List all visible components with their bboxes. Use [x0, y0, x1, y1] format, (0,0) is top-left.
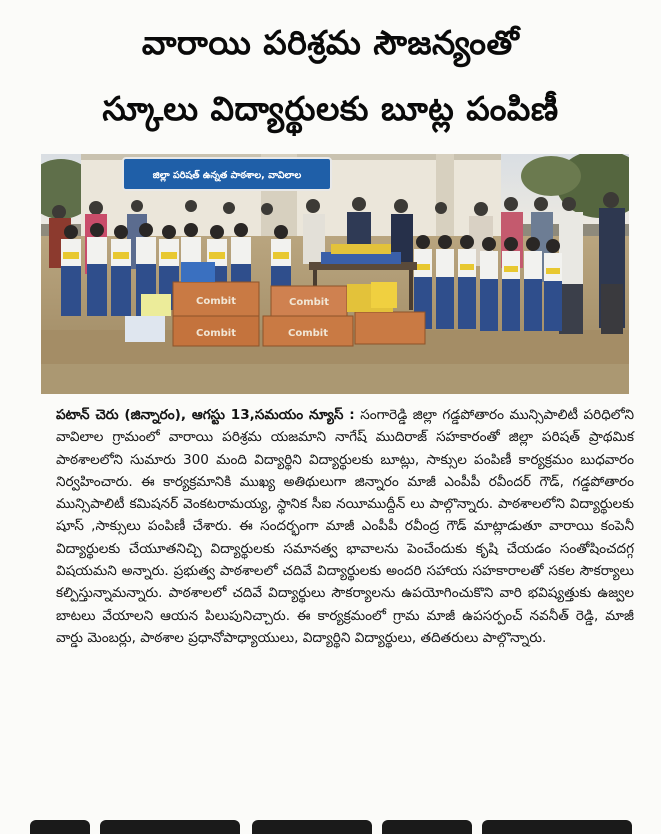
headline-line-1: వారాయి పరిశ్రమ సౌజన్యంతో [141, 23, 520, 62]
carton-label-4: Combit [288, 328, 328, 339]
carton-label-3: Combit [289, 297, 329, 308]
article-text: సంగారెడ్డి జిల్లా గడ్డపోతారం మున్సిపాలిటీ పరిధిలోని వావిలాల గ్రామంలో వారాయి పరిశ్రమ యజమాని నాగేష్ ముదిరాజ్ సహకారంతో జిల్లా పరిషత్ ప్రాథమిక పాఠశాలలోని సుమారు 300 మంది విద్యార్థిని విద్యార్థులకు బూట్లు, సాక్సుల పంపిణీ కార్యక్రమం బుధవారం నిర్వహించారు. ఈ కార్యక్రమానికి ముఖ్య అతిథులుగా జిన్నారం మాజీ ఎంపీపీ రవీందర్ గౌడ్, గడ్డపోతారం మున్సిపాలిటీ కమిషనర్ వెంకటరామయ్య, స్థానిక సీఐ నయీముద్దీన్ లు పాల్గొన్నారు. పాఠశాలలోని విద్యార్థులకు షూస్ ,సాక్సులు పంపిణీ చేశారు. ఈ సందర్భంగా మాజీ ఎంపీపీ రవీంద్ర గౌడ్ మాట్లాడుతూ వారాయి కంపెనీ విద్యార్థులకు చేయూతనిచ్చి విద్యార్థులకు సమానత్వ భావాలను పెంచేందుకు కృషి చేయడం సంతోషించదగ్గ విషయమని అన్నారు. ప్రభుత్వ పాఠశాలలో చదివే విద్యార్థులకు అందరి సహాయ సహకారాలతో సకల సౌకర్యాలు కల్పిస్తున్నామన్నారు. పాఠశాలలో చదివే విద్యార్థులు సౌకర్యాలను ఉపయోగించుకొని వారి భవిష్యత్తుకు ఉజ్వల బాటలు వేయాలని ఆయన పిలుపునిచ్చారు. ఈ కార్యక్రమంలో గ్రామ మాజీ ఉపసర్పంచ్ నవనీత్ రెడ్డి, మాజీ వార్డు మెంబర్లు, పాఠశాల ప్రధానోపాధ్యాయులు, విద్యార్థిని విద్యార్థులు, తదితరులు పాల్గొన్నారు. [56, 407, 635, 646]
school-banner-text: జిల్లా పరిషత్ ఉన్నత పాఠశాల, వావిలాల [152, 170, 302, 181]
next-headline-cutoff [30, 818, 640, 834]
news-photo [41, 154, 629, 394]
carton-label-1: Combit [196, 296, 236, 307]
carton-label-2: Combit [196, 328, 236, 339]
headline-line-2: స్కూలు విద్యార్థులకు బూట్ల పంపిణీ [102, 89, 559, 128]
article-dateline: పటాన్ చెరు (జిన్నారం), ఆగస్టు 13,సమయం న్యూస్ : [56, 407, 355, 423]
article-body [56, 404, 634, 649]
photo-illustration [41, 154, 629, 394]
